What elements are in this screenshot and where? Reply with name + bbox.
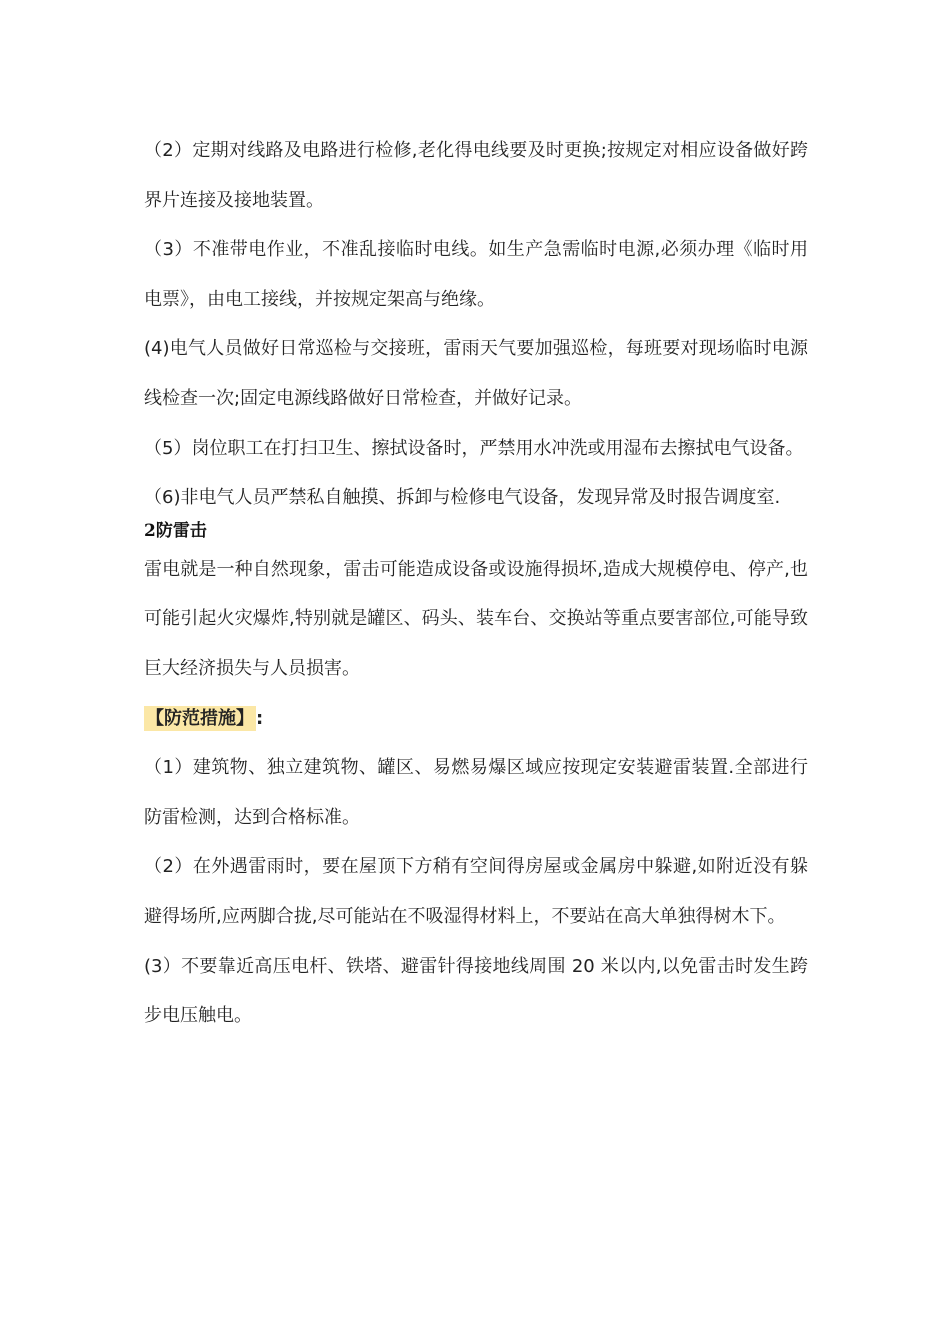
section-heading: 2防雷击 xyxy=(144,520,207,541)
measures-colon: : xyxy=(256,707,264,729)
measures-label-line xyxy=(144,694,808,744)
measure-item-2: （2）在外遇雷雨时，要在屋顶下方稍有空间得房屋或金属房中躲避,如附近没有躲避得场所,应两脚合拢,尽可能站在不吸湿得材料上，不要站在高大单独得树木下。 xyxy=(144,856,808,927)
paragraph-item-5: （5）岗位职工在打扫卫生、擦拭设备时，严禁用水冲洗或用湿布去擦拭电气设备。 xyxy=(144,437,804,459)
document-body xyxy=(144,126,808,1041)
paragraph-item-6: （6)非电气人员严禁私自触摸、拆卸与检修电气设备，发现异常及时报告调度室. xyxy=(144,487,781,509)
paragraph-item-3: （3）不准带电作业，不准乱接临时电线。如生产急需临时电源,必须办理《临时用电票》，由电工接线，并按规定架高与绝缘。 xyxy=(144,239,808,310)
paragraph-item-2: （2）定期对线路及电路进行检修,老化得电线要及时更换;按规定对相应设备做好跨界片连接及接地装置。 xyxy=(144,140,808,211)
paragraph-item-4: (4)电气人员做好日常巡检与交接班，雷雨天气要加强巡检，每班要对现场临时电源线检查一次;固定电源线路做好日常检查，并做好记录。 xyxy=(144,338,808,409)
measures-label: 【防范措施】 xyxy=(146,707,254,729)
measure-item-3: (3）不要靠近高压电杆、铁塔、避雷针得接地线周围 20 米以内,以免雷击时发生跨步电压触电。 xyxy=(144,955,808,1027)
measure-item-1: （1）建筑物、独立建筑物、罐区、易燃易爆区域应按现定安装避雷装置.全部进行防雷检测，达到合格标准。 xyxy=(144,757,808,828)
intro-paragraph: 雷电就是一种自然现象，雷击可能造成设备或设施得损坏,造成大规模停电、停产,也可能引起火灾爆炸,特别就是罐区、码头、装车台、交换站等重点要害部位,可能导致巨大经济损失与人员损害。 xyxy=(144,558,808,679)
